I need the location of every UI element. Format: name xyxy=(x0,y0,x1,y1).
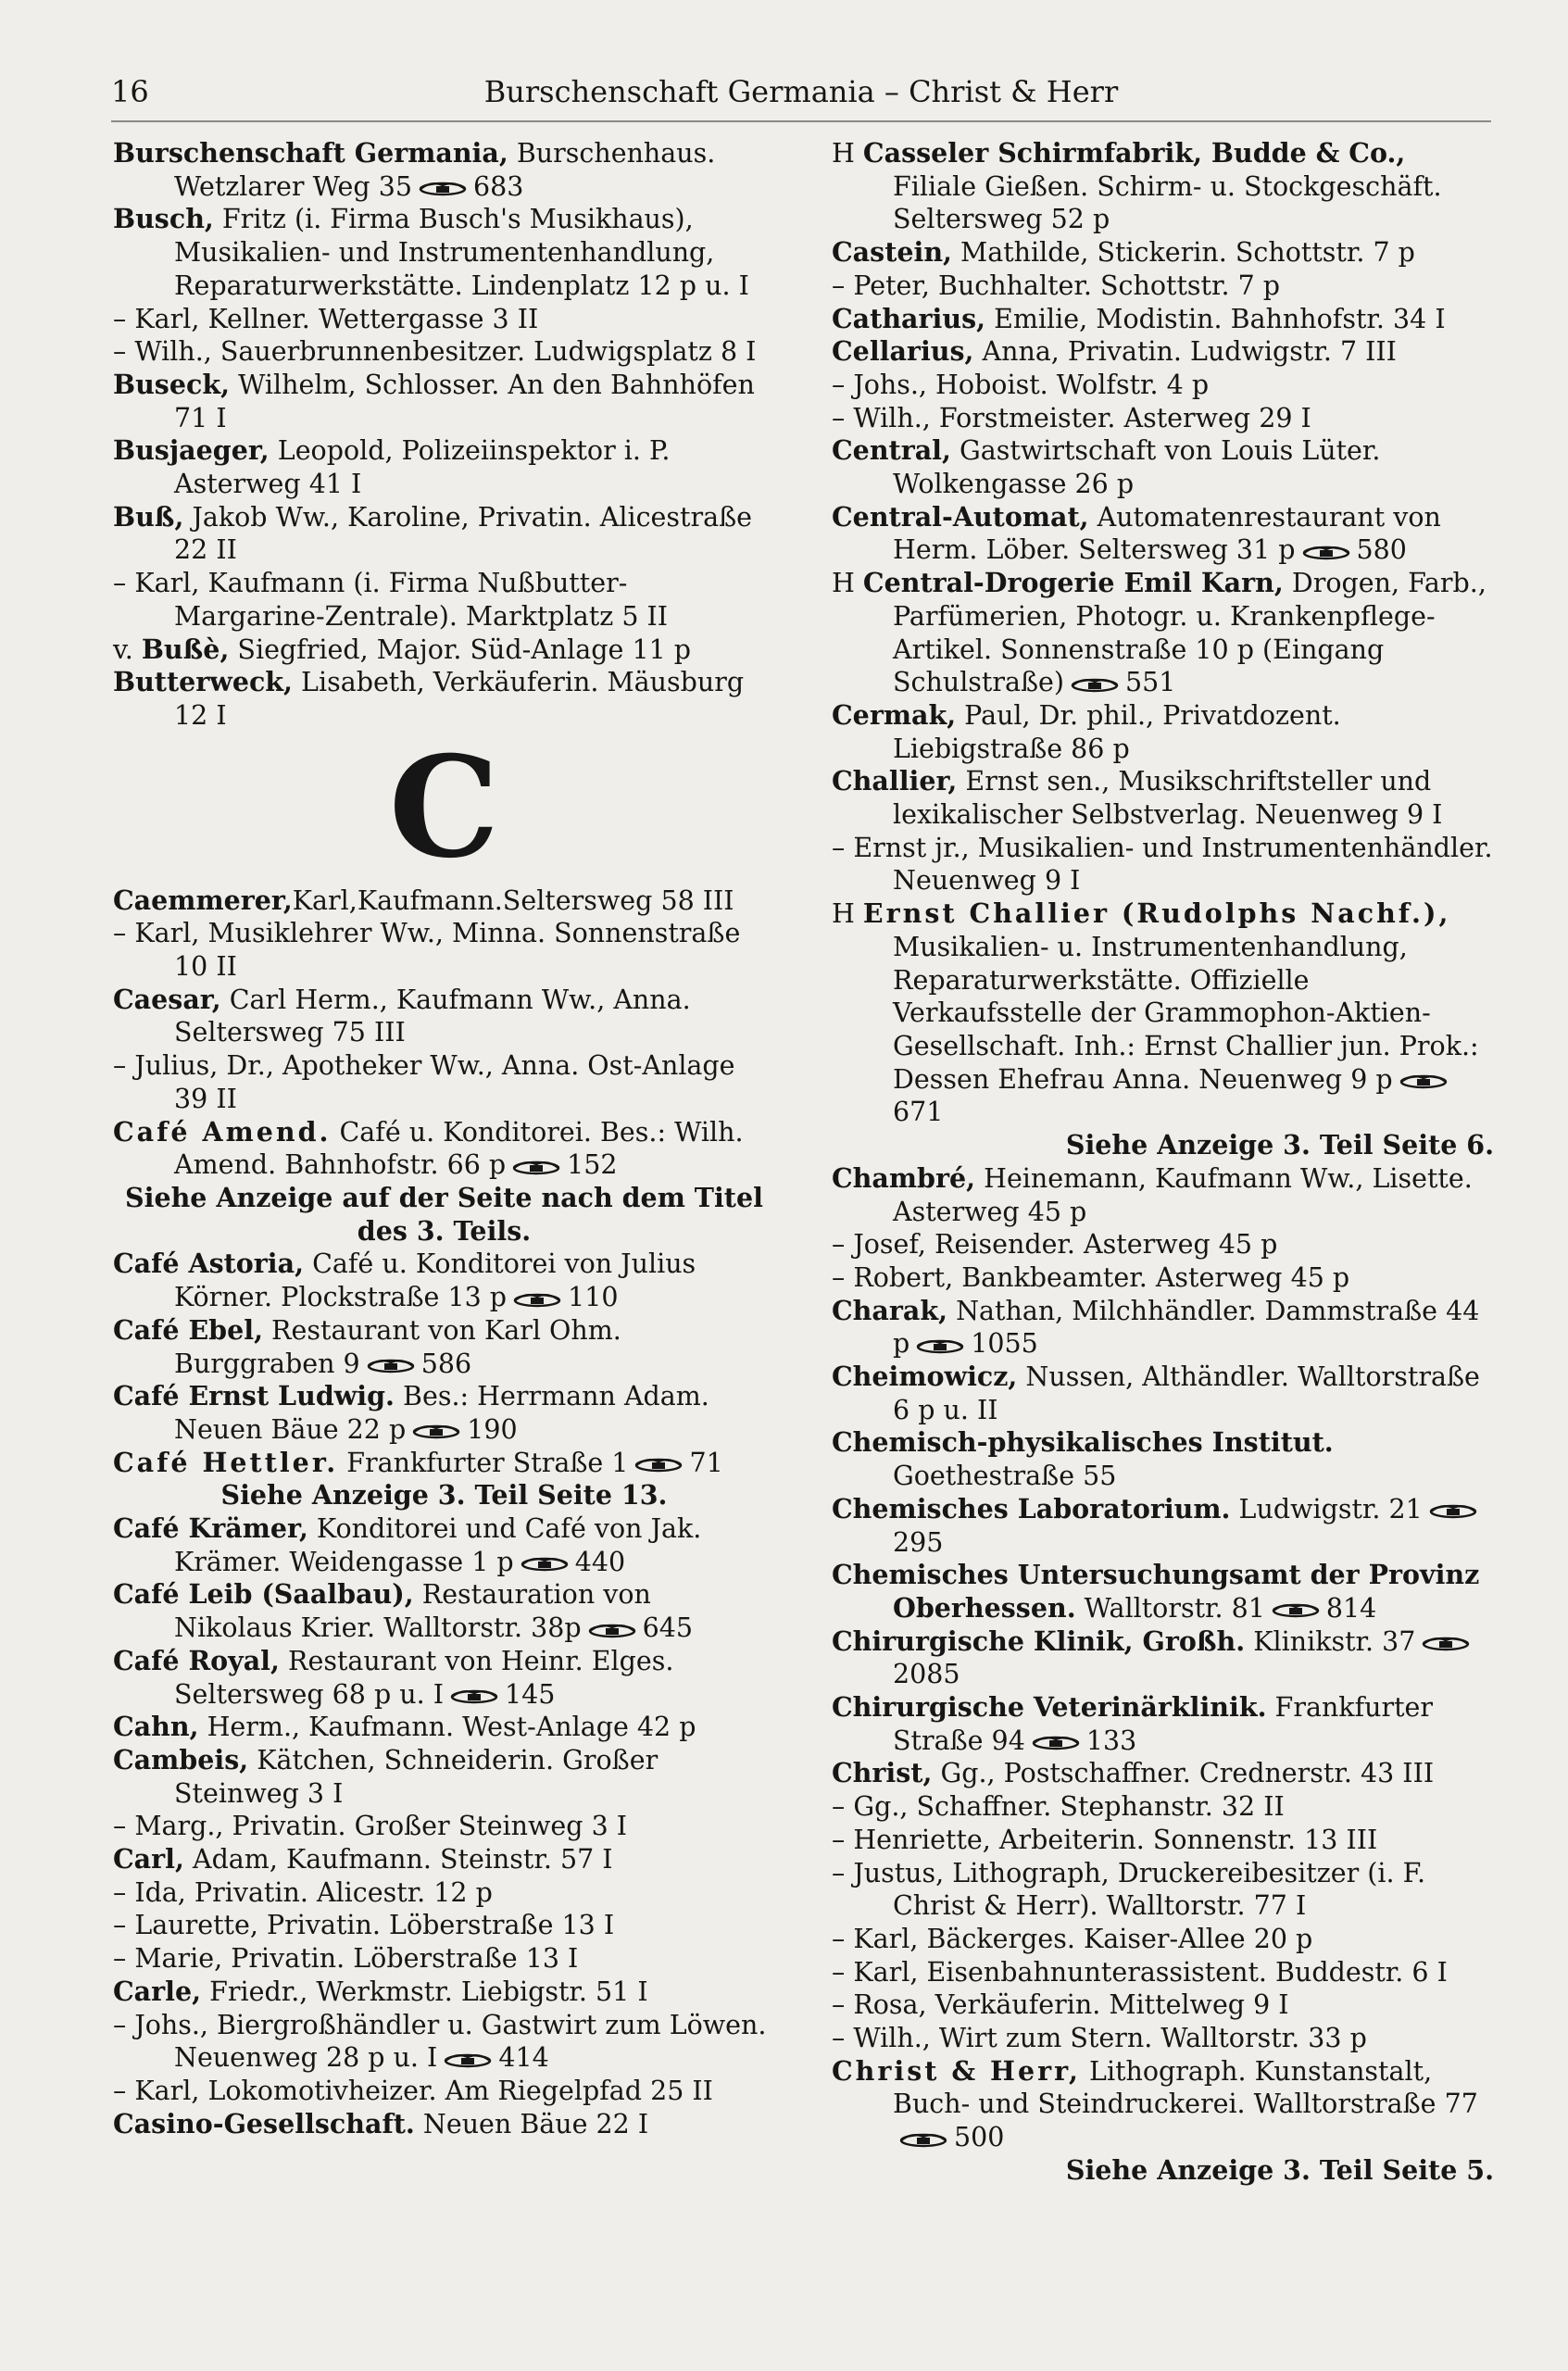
telephone-number: 551 xyxy=(1125,667,1176,698)
entry-text: Leopold, Polizeiinspektor i. P. Asterweg 41 I xyxy=(174,435,671,500)
advertisement-reference: Siehe Anzeige 3. Teil Seite 13. xyxy=(220,1479,668,1512)
entry-name: Cheimowicz, xyxy=(832,1361,1018,1393)
entry-name: Christ, xyxy=(832,1757,933,1789)
entry-text: Restauration von Nikolaus Krier. Walltorstr. 38p xyxy=(174,1579,651,1644)
telephone-icon xyxy=(632,1455,685,1474)
entry-name: Buseck, xyxy=(113,368,231,400)
telephone-number: 586 xyxy=(420,1348,472,1379)
directory-entry xyxy=(832,303,1494,336)
directory-subentry xyxy=(113,2009,775,2075)
entry-text: Ida, Privatin. Alicestr. 12 p xyxy=(134,1876,493,1908)
telephone-icon xyxy=(585,1621,639,1639)
entry-name: Cellarius, xyxy=(832,335,974,368)
advertisement-reference: Siehe Anzeige 3. Teil Seite 5. xyxy=(1065,2153,1494,2186)
entry-text: Frankfurter Straße 1 xyxy=(338,1447,629,1478)
entry-text: Karl, Kaufmann (i. Firma Nußbutter-Margarine-Zentrale). Marktplatz 5 II xyxy=(134,568,669,632)
page-number: 16 xyxy=(111,74,149,109)
entry-text: Peter, Buchhalter. Schottstr. 7 p xyxy=(853,270,1281,301)
entry-prefix: v. xyxy=(113,634,142,665)
entry-text: Paul, Dr. phil., Privatdozent. Liebigstraße 86 p xyxy=(893,699,1341,764)
left-column xyxy=(113,137,775,2140)
repeat-dash: – xyxy=(113,1876,135,1908)
directory-subentry xyxy=(113,2075,775,2108)
directory-subentry xyxy=(832,1261,1494,1295)
telephone-number: 145 xyxy=(505,1678,556,1710)
directory-subentry xyxy=(113,1049,775,1115)
directory-entry xyxy=(113,1976,775,2009)
entry-text: Gastwirtschaft von Louis Lüter. Wolkengasse 26 p xyxy=(893,435,1381,500)
directory-entry xyxy=(113,1843,775,1876)
entry-name: Christ & Herr, xyxy=(832,2054,1081,2087)
repeat-dash: – xyxy=(832,402,854,433)
telephone-icon xyxy=(1029,1733,1083,1751)
telephone-icon xyxy=(1419,1634,1473,1652)
telephone-number: 110 xyxy=(568,1282,619,1313)
page-header xyxy=(111,74,1491,122)
entry-text: Josef, Reisender. Asterweg 45 p xyxy=(853,1229,1278,1261)
repeat-dash: – xyxy=(113,568,135,599)
telephone-icon xyxy=(1299,543,1353,561)
directory-subentry xyxy=(113,567,775,633)
repeat-dash: – xyxy=(832,270,854,301)
telephone-icon xyxy=(1068,675,1122,694)
entry-text: Wilhelm, Schlosser. An den Bahnhöfen 71 I xyxy=(174,369,755,433)
entry-text: Ludwigstr. 21 xyxy=(1230,1493,1423,1524)
directory-subentry xyxy=(113,1810,775,1843)
directory-entry xyxy=(832,1361,1494,1426)
directory-entry xyxy=(832,1426,1494,1492)
directory-subentry xyxy=(832,1228,1494,1261)
entry-text: Siegfried, Major. Süd-Anlage 11 p xyxy=(229,634,692,665)
entry-name: Cahn, xyxy=(113,1711,199,1743)
entry-name: Busjaeger, xyxy=(113,434,270,467)
entry-name: Chemisches Untersuchungsamt der Provinz Oberhessen. xyxy=(832,1559,1480,1624)
directory-entry xyxy=(832,567,1494,699)
entry-text: Automatenrestaurant von Herm. Löber. Seltersweg 31 p xyxy=(893,501,1441,566)
entry-text: Neuen Bäue 22 I xyxy=(414,2108,649,2139)
directory-entry xyxy=(113,1711,775,1744)
entry-text: Goethestraße 55 xyxy=(893,1461,1117,1492)
entry-text: Konditorei und Café von Jak. Krämer. Weidengasse 1 p xyxy=(174,1513,702,1577)
repeat-dash: – xyxy=(832,2023,854,2054)
repeat-dash: – xyxy=(113,2075,135,2106)
directory-subentry xyxy=(832,1956,1494,1989)
entry-text: Anna, Privatin. Ludwigstr. 7 III xyxy=(973,336,1397,368)
entry-name: Café Ernst Ludwig. xyxy=(113,1380,395,1412)
entry-name: Cambeis, xyxy=(113,1743,249,1775)
telephone-number: 152 xyxy=(567,1149,618,1181)
directory-subentry xyxy=(113,1876,775,1910)
entry-name: Burschenschaft Germania, xyxy=(113,137,508,169)
telephone-number: 814 xyxy=(1325,1592,1377,1624)
repeat-dash: – xyxy=(832,1824,854,1855)
entry-name: Caemmerer, xyxy=(113,884,293,916)
telephone-icon xyxy=(441,2051,495,2069)
entry-text: Robert, Bankbeamter. Asterweg 45 p xyxy=(853,1261,1350,1293)
entry-text: Walltorstr. 81 xyxy=(1075,1592,1265,1624)
entry-text: Herm., Kaufmann. West-Anlage 42 p xyxy=(198,1712,696,1743)
entry-name: Castein, xyxy=(832,236,952,269)
directory-entry xyxy=(113,1380,775,1446)
directory-subentry xyxy=(113,1942,775,1976)
entry-text: Karl, Kellner. Wettergasse 3 II xyxy=(134,303,539,334)
telephone-number: 671 xyxy=(893,1097,944,1128)
directory-entry xyxy=(832,1625,1494,1691)
entry-name: Butterweck, xyxy=(113,666,293,698)
telephone-icon xyxy=(447,1687,501,1705)
directory-entry xyxy=(113,203,775,302)
directory-subentry xyxy=(832,832,1494,897)
entry-text: Wilh., Forstmeister. Asterweg 29 I xyxy=(853,402,1311,433)
entry-text: Ernst sen., Musikschriftsteller und lexikalischer Selbstverlag. Neuenweg 9 I xyxy=(893,766,1443,831)
entry-name: Challier, xyxy=(832,765,958,797)
directory-entry xyxy=(113,369,775,434)
directory-subentry xyxy=(832,1824,1494,1857)
entry-text: Gg., Postschaffner. Crednerstr. 43 III xyxy=(932,1758,1435,1789)
directory-entry xyxy=(113,634,775,667)
entry-text: Lisabeth, Verkäuferin. Mäusburg 12 I xyxy=(174,667,745,731)
telephone-number: 500 xyxy=(954,2122,1005,2153)
directory-entry xyxy=(832,434,1494,500)
entry-text: Henriette, Arbeiterin. Sonnenstr. 13 III xyxy=(853,1824,1378,1855)
telephone-number: 1055 xyxy=(971,1328,1038,1360)
directory-entry xyxy=(832,1295,1494,1361)
entry-text: Restaurant von Heinr. Elges. Seltersweg 68 p u. I xyxy=(174,1645,674,1710)
repeat-dash: – xyxy=(113,303,135,334)
entry-text: Rosa, Verkäuferin. Mittelweg 9 I xyxy=(853,1989,1289,2021)
telephone-icon xyxy=(1426,1501,1480,1520)
entry-text: Restaurant von Karl Ohm. Burggraben 9 xyxy=(174,1314,621,1379)
entry-text: Bes.: Herrmann Adam. Neuen Bäue 22 p xyxy=(174,1381,709,1445)
entry-text: Lithograph. Kunstanstalt, Buch- und Steindruckerei. Walltorstraße 77 xyxy=(893,2055,1478,2120)
entry-text: Laurette, Privatin. Löberstraße 13 I xyxy=(134,1910,615,1941)
directory-entry xyxy=(113,501,775,567)
entry-text: Johs., Biergroßhändler u. Gastwirt zum Löwen. Neuenweg 28 p u. I xyxy=(134,2009,767,2074)
entry-name: Catharius, xyxy=(832,302,986,334)
entry-name: Chirurgische Veterinärklinik. xyxy=(832,1691,1267,1724)
advertisement-reference: Siehe Anzeige auf der Seite nach dem Titel des 3. Teils. xyxy=(125,1181,763,1247)
repeat-dash: – xyxy=(113,336,135,368)
repeat-dash: – xyxy=(113,1050,135,1082)
directory-entry xyxy=(832,765,1494,831)
telephone-icon xyxy=(416,179,470,197)
directory-entry xyxy=(832,897,1494,1129)
entry-name: Central, xyxy=(832,434,951,467)
directory-entry xyxy=(113,1512,775,1578)
telephone-icon xyxy=(364,1356,418,1374)
entry-text: Gg., Schaffner. Stephanstr. 32 II xyxy=(853,1791,1285,1823)
telephone-icon xyxy=(509,1158,563,1176)
entry-text: Adam, Kaufmann. Steinstr. 57 I xyxy=(183,1844,613,1875)
telephone-icon xyxy=(913,1336,967,1355)
entry-name: Ernst Challier (Rudolphs Nachf.), xyxy=(862,897,1451,930)
entry-text: Burschenhaus. Wetzlarer Weg 35 xyxy=(174,138,716,202)
entry-text: Heinemann, Kaufmann Ww., Lisette. Asterweg 45 p xyxy=(893,1162,1473,1227)
entry-text: Musikalien- u. Instrumentenhandlung, Reparaturwerkstätte. Offizielle Verkaufsstelle der Grammophon-Aktien-Gesellschaft. Inh.: Ernst Challier jun. Prok.: Dessen Ehefrau Anna. Neuenweg 9 p xyxy=(893,931,1479,1095)
advertisement-reference: Siehe Anzeige 3. Teil Seite 6. xyxy=(1065,1129,1494,1161)
telephone-number: 645 xyxy=(642,1612,694,1644)
entry-name: Cermak, xyxy=(832,698,957,731)
directory-entry xyxy=(832,1162,1494,1228)
directory-subentry xyxy=(113,917,775,983)
entry-text: Filiale Gießen. Schirm- u. Stockgeschäft. Seltersweg 52 p xyxy=(893,170,1442,235)
directory-subentry xyxy=(832,270,1494,303)
telephone-icon xyxy=(409,1422,463,1440)
entry-name: Café Leib (Saalbau), xyxy=(113,1578,414,1611)
directory-subentry xyxy=(832,1857,1494,1923)
entry-name: Bußè, xyxy=(141,633,230,665)
entry-text: Johs., Hoboist. Wolfstr. 4 p xyxy=(853,369,1210,400)
entry-name: Carle, xyxy=(113,1975,202,2007)
repeat-dash: – xyxy=(832,1261,854,1293)
directory-entry xyxy=(113,137,775,203)
directory-entry xyxy=(113,1447,775,1480)
telephone-number: 414 xyxy=(498,2042,549,2074)
directory-subentry xyxy=(832,369,1494,402)
entry-text: Nussen, Althändler. Walltorstraße 6 p u. II xyxy=(893,1361,1480,1425)
directory-subentry xyxy=(113,1909,775,1942)
entry-name: Café Astoria, xyxy=(113,1248,305,1280)
entry-text: Café u. Konditorei. Bes.: Wilh. Amend. Bahnhofstr. 66 p xyxy=(174,1116,744,1181)
entry-text: Karl, Eisenbahnunterassistent. Buddestr. 6 I xyxy=(853,1956,1448,1988)
telephone-number: 2085 xyxy=(893,1659,960,1690)
entry-text: Jakob Ww., Karoline, Privatin. Alicestraße 22 II xyxy=(174,501,753,566)
directory-subentry xyxy=(832,402,1494,435)
entry-text: Karl, Bäckerges. Kaiser-Allee 20 p xyxy=(853,1923,1313,1954)
telephone-number: 295 xyxy=(893,1526,944,1558)
entry-name: Buß, xyxy=(113,500,184,533)
entry-name: Caesar, xyxy=(113,983,221,1015)
entry-name: Casino-Gesellschaft. xyxy=(113,2107,415,2139)
entry-name: Café Royal, xyxy=(113,1644,280,1676)
entry-text: Carl Herm., Kaufmann Ww., Anna. Seltersweg 75 III xyxy=(174,984,691,1048)
directory-entry xyxy=(113,1116,775,1182)
entry-text: Drogen, Farb., Parfümerien, Photogr. u. Krankenpflege-Artikel. Sonnenstraße 10 p (Eingang Schulstraße) xyxy=(893,568,1486,698)
repeat-dash: – xyxy=(832,1229,854,1261)
telephone-icon xyxy=(1397,1072,1450,1090)
entry-text: Marie, Privatin. Löberstraße 13 I xyxy=(134,1943,579,1975)
directory-entry xyxy=(113,1645,775,1711)
entry-text: Karl,Kaufmann.Seltersweg 58 III xyxy=(292,884,734,916)
entry-name: Chemisches Laboratorium. xyxy=(832,1492,1231,1524)
entry-text: Café u. Konditorei von Julius Körner. Plockstraße 13 p xyxy=(174,1248,696,1313)
entry-text: Karl, Musiklehrer Ww., Minna. Sonnenstraße 10 II xyxy=(134,918,741,983)
repeat-dash: – xyxy=(832,832,854,863)
directory-subentry xyxy=(832,1790,1494,1824)
telephone-number: 190 xyxy=(467,1413,518,1445)
entry-name: Chambré, xyxy=(832,1161,976,1194)
entry-name: Carl, xyxy=(113,1843,184,1875)
repeat-dash: – xyxy=(113,1910,135,1941)
directory-entry xyxy=(113,1248,775,1313)
telephone-number: 580 xyxy=(1356,534,1407,566)
right-column xyxy=(832,137,1494,2188)
entry-name: Café Krämer, xyxy=(113,1512,308,1545)
entry-text: Wilh., Wirt zum Stern. Walltorstr. 33 p xyxy=(853,2023,1367,2054)
directory-subentry xyxy=(832,1923,1494,1956)
entry-text: Klinikstr. 37 xyxy=(1245,1625,1416,1657)
directory-entry xyxy=(832,1691,1494,1757)
telephone-icon xyxy=(510,1290,564,1309)
entry-name: Central-Drogerie Emil Karn, xyxy=(862,567,1284,599)
directory-entry xyxy=(832,699,1494,765)
section-letter: C xyxy=(388,725,500,889)
directory-entry xyxy=(832,137,1494,236)
entry-text: Justus, Lithograph, Druckereibesitzer (i. F. Christ & Herr). Walltorstr. 77 I xyxy=(853,1857,1426,1922)
entry-name: Café Hettler. xyxy=(113,1446,339,1478)
directory-entry xyxy=(832,501,1494,567)
entry-name: Café Amend. xyxy=(113,1115,332,1148)
directory-entry xyxy=(113,984,775,1049)
entry-text: Mathilde, Stickerin. Schottstr. 7 p xyxy=(951,237,1415,269)
telephone-icon xyxy=(518,1554,571,1573)
entry-name: Central-Automat, xyxy=(832,500,1089,533)
entry-text: Nathan, Milchhändler. Dammstraße 44 p xyxy=(893,1295,1480,1360)
directory-entry xyxy=(832,335,1494,369)
repeat-dash: – xyxy=(113,1811,135,1842)
entry-text: Fritz (i. Firma Busch's Musikhaus), Musikalien- und Instrumentenhandlung, Reparaturwerkstätte. Lindenplatz 12 p u. I xyxy=(174,204,749,301)
directory-subentry xyxy=(113,335,775,369)
repeat-dash: – xyxy=(832,1989,854,2021)
directory-entry xyxy=(832,1493,1494,1559)
entry-prefix: H xyxy=(832,138,863,169)
directory-entry xyxy=(113,1578,775,1644)
repeat-dash: – xyxy=(113,1943,135,1975)
repeat-dash: – xyxy=(832,1923,854,1954)
directory-entry xyxy=(832,2055,1494,2154)
telephone-number: 133 xyxy=(1085,1725,1137,1756)
entry-text: Karl, Lokomotivheizer. Am Riegelpfad 25 II xyxy=(134,2075,713,2106)
entry-name: Casseler Schirmfabrik, Budde & Co., xyxy=(862,137,1406,169)
directory-entry xyxy=(113,434,775,500)
directory-entry xyxy=(113,666,775,732)
entry-text: Wilh., Sauerbrunnenbesitzer. Ludwigsplatz 8 I xyxy=(134,336,757,368)
repeat-dash: – xyxy=(832,1956,854,1988)
directory-entry xyxy=(113,884,775,918)
directory-entry xyxy=(832,236,1494,270)
directory-subentry xyxy=(113,303,775,336)
entry-name: Chirurgische Klinik, Großh. xyxy=(832,1625,1246,1657)
repeat-dash: – xyxy=(113,2009,135,2040)
entry-text: Ernst jr., Musikalien- und Instrumentenhändler. Neuenweg 9 I xyxy=(853,832,1493,897)
telephone-number: 683 xyxy=(473,170,524,202)
entry-prefix: H xyxy=(832,568,863,599)
entry-text: Kätchen, Schneiderin. Großer Steinweg 3 I xyxy=(174,1744,659,1809)
repeat-dash: – xyxy=(832,1857,854,1888)
entry-name: Café Ebel, xyxy=(113,1313,263,1346)
telephone-number: 71 xyxy=(689,1447,723,1478)
entry-text: Frankfurter Straße 94 xyxy=(893,1692,1434,1756)
repeat-dash: – xyxy=(832,369,854,400)
telephone-icon xyxy=(1269,1600,1323,1619)
entry-name: Chemisch-physikalisches Institut. xyxy=(832,1426,1334,1459)
entry-name: Busch, xyxy=(113,203,214,235)
entry-prefix: H xyxy=(832,898,863,930)
entry-name: Charak, xyxy=(832,1294,948,1326)
directory-subentry xyxy=(832,1988,1494,2022)
directory-entry xyxy=(113,2108,775,2141)
directory-entry xyxy=(113,1314,775,1380)
entry-text: Julius, Dr., Apotheker Ww., Anna. Ost-Anlage 39 II xyxy=(134,1050,735,1114)
directory-subentry xyxy=(832,2022,1494,2055)
telephone-number: 440 xyxy=(574,1546,626,1577)
directory-entry xyxy=(832,1757,1494,1790)
directory-entry xyxy=(113,1744,775,1810)
entry-text: Marg., Privatin. Großer Steinweg 3 I xyxy=(134,1811,628,1842)
running-title: Burschenschaft Germania – Christ & Herr xyxy=(483,74,1119,109)
entry-text: Friedr., Werkmstr. Liebigstr. 51 I xyxy=(201,1976,648,2007)
entry-text: Emilie, Modistin. Bahnhofstr. 34 I xyxy=(985,303,1446,334)
repeat-dash: – xyxy=(113,918,135,949)
directory-entry xyxy=(832,1559,1494,1625)
telephone-icon xyxy=(897,2130,950,2149)
repeat-dash: – xyxy=(832,1791,854,1823)
